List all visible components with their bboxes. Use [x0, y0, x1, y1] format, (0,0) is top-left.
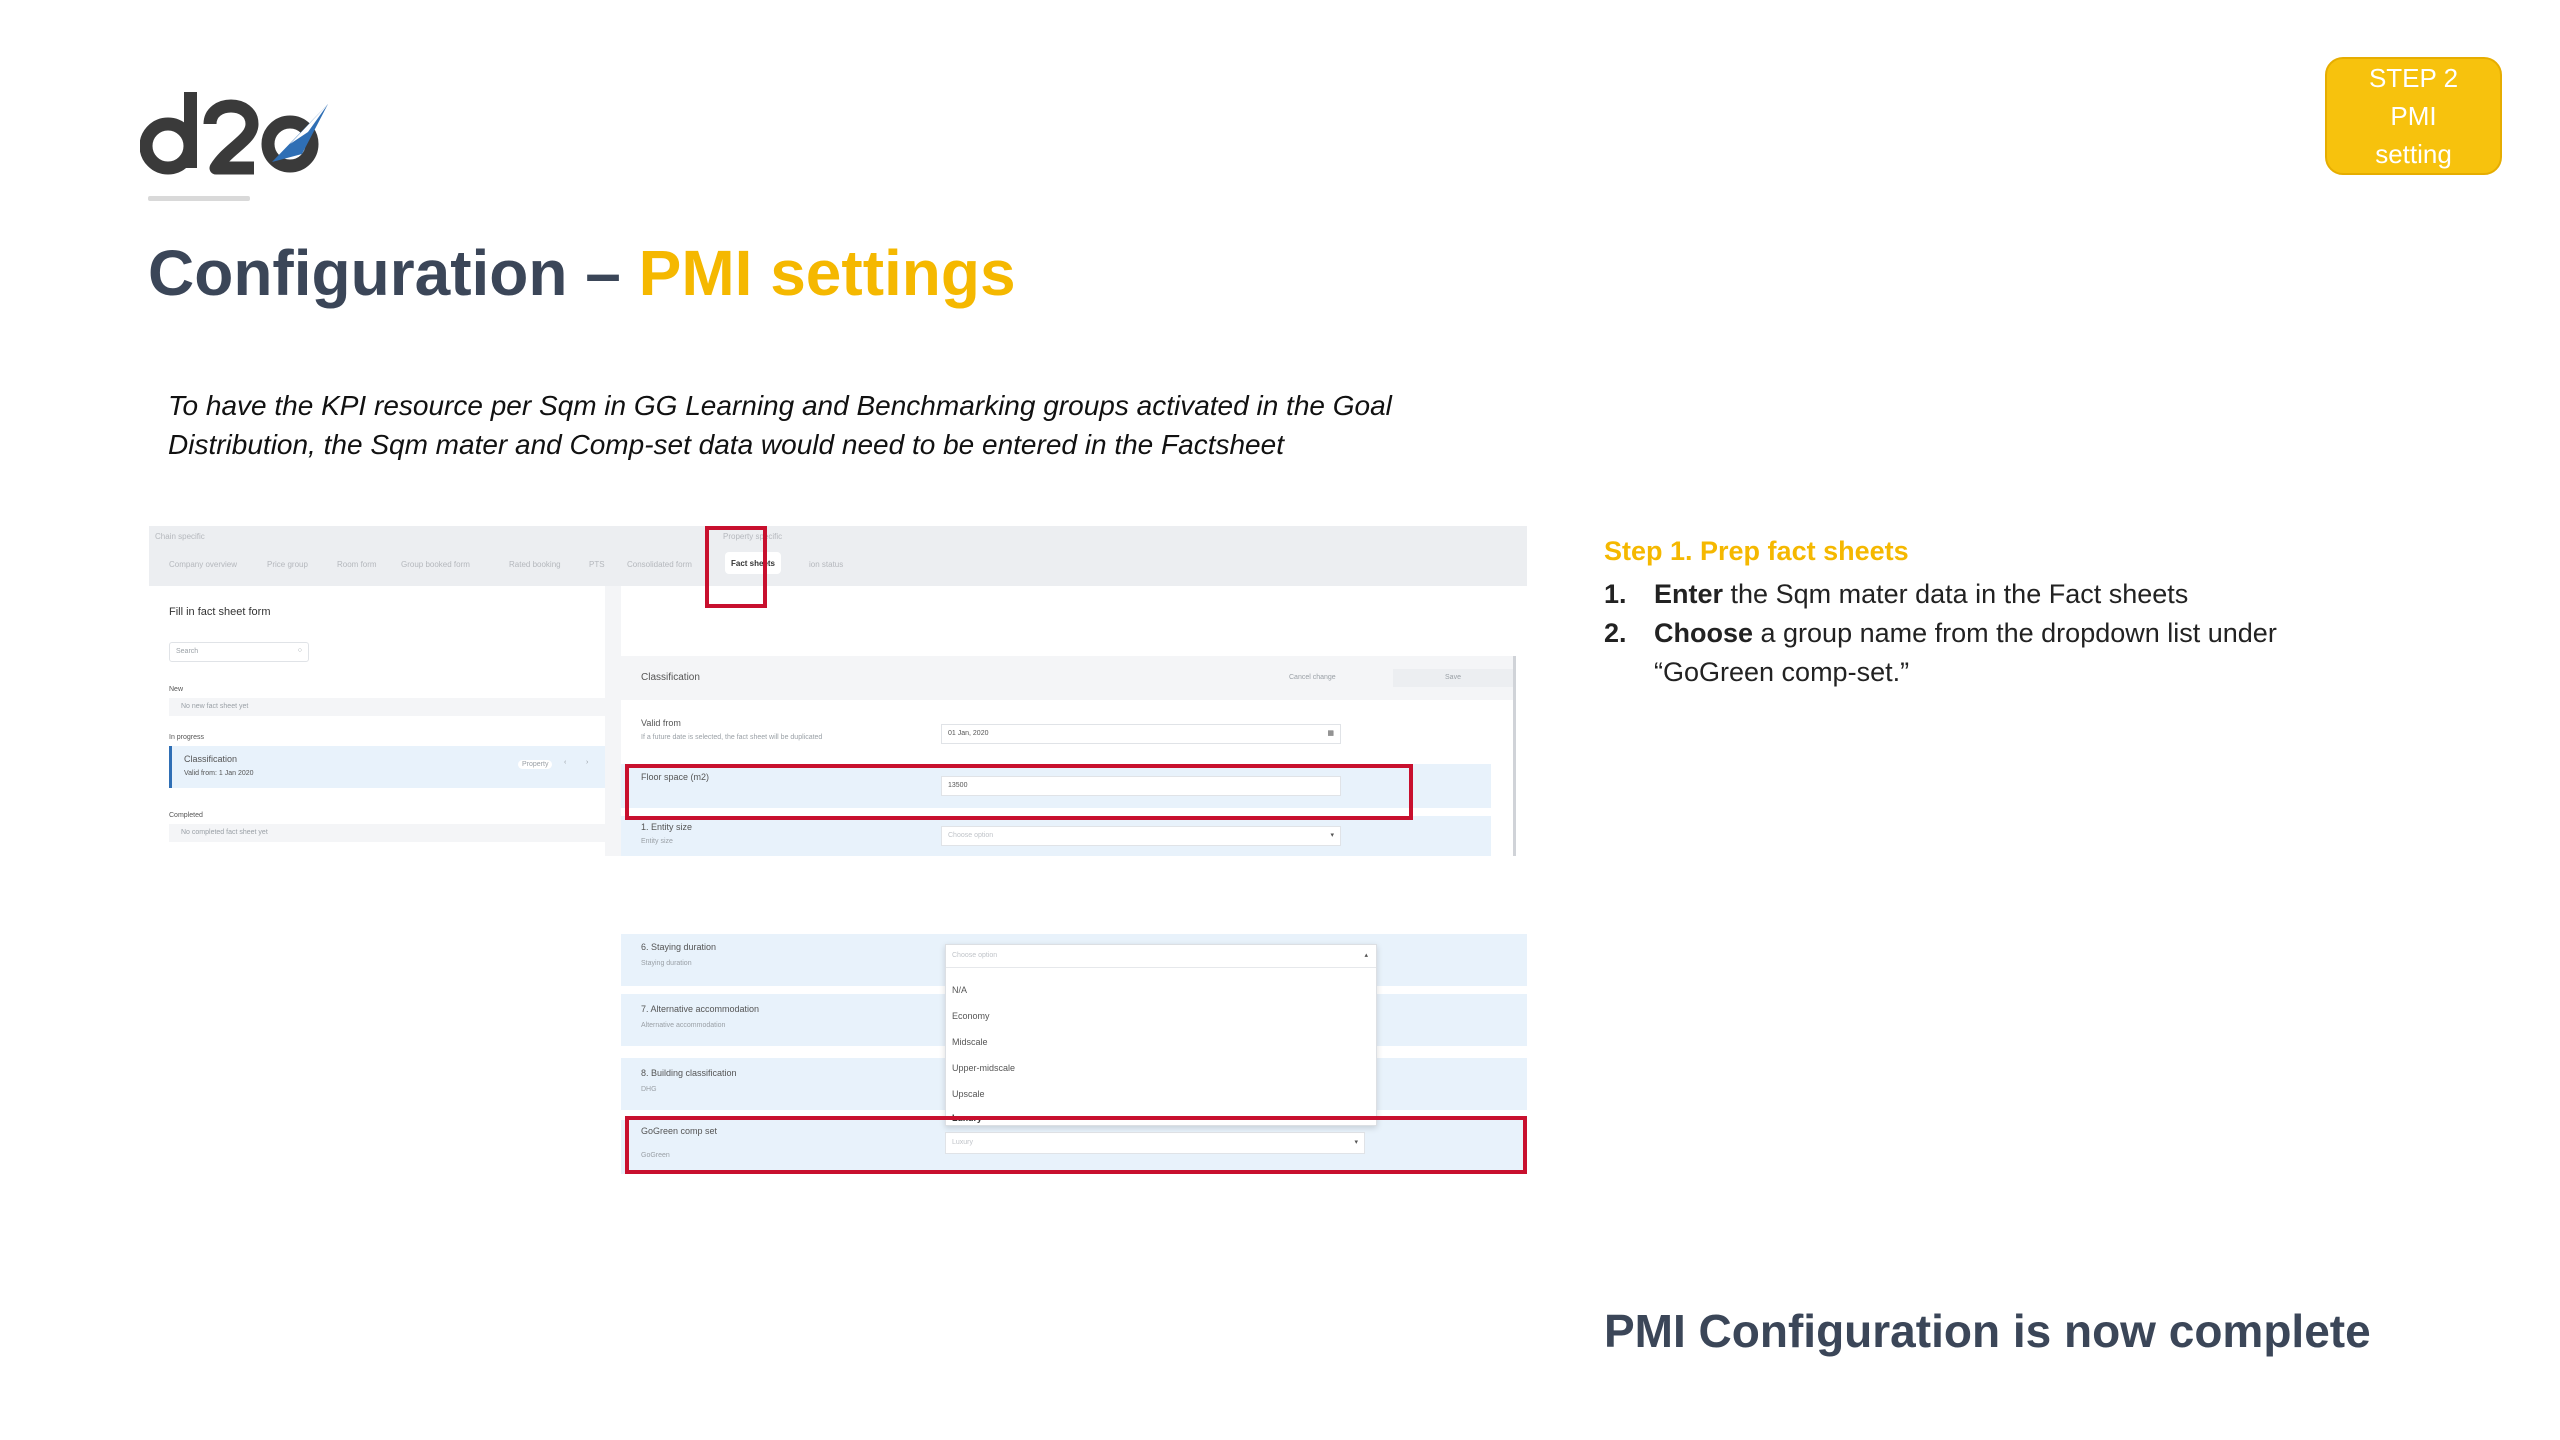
tabs-header-left: Chain specific — [155, 532, 205, 541]
chevron-down-icon: ▾ — [1330, 832, 1334, 839]
step-list — [1604, 575, 2404, 692]
panel-gap — [605, 586, 621, 856]
classification-form — [621, 656, 1516, 856]
valid-from-hint: If a future date is selected, the fact sheet will be duplicated — [641, 734, 823, 741]
tab-group-booked-form[interactable]: Group booked form — [401, 560, 470, 569]
left-panel — [155, 586, 605, 856]
entity-size-label: 1. Entity size — [641, 822, 693, 832]
search-input[interactable] — [169, 642, 309, 662]
new-empty-text: No new fact sheet yet — [181, 703, 249, 710]
entity-size-row — [621, 816, 1491, 856]
building-classification-label: 8. Building classification — [641, 1068, 737, 1078]
step-badge-line3: setting — [2375, 139, 2452, 169]
alt-accommodation-hint: Alternative accommodation — [641, 1022, 726, 1029]
search-placeholder: Search — [176, 648, 199, 655]
completed-empty-row — [169, 824, 605, 842]
d2o-logo — [140, 82, 330, 182]
app-screenshot — [149, 526, 1527, 1182]
step-badge-line2: PMI — [2390, 101, 2437, 131]
dropdown-option[interactable]: Upscale — [952, 1089, 985, 1099]
inprogress-item-sub: Valid from: 1 Jan 2020 — [184, 770, 254, 777]
property-badge: Property — [518, 760, 552, 769]
floor-space-label: Floor space (m2) — [641, 772, 710, 782]
inprogress-item-title: Classification — [184, 754, 238, 764]
valid-from-label: Valid from — [641, 718, 681, 728]
entity-size-select[interactable] — [941, 826, 1341, 846]
gogreen-value: Luxury — [952, 1139, 974, 1146]
entity-size-hint: Entity size — [641, 838, 673, 845]
completed-label: Completed — [169, 812, 203, 819]
staying-duration-label: 6. Staying duration — [641, 942, 717, 952]
chevron-right-icon[interactable]: › — [586, 759, 589, 766]
page-title-accent: PMI settings — [638, 237, 1016, 309]
staying-duration-hint: Staying duration — [641, 960, 692, 967]
form-header — [621, 656, 1513, 700]
staying-duration-dropdown[interactable] — [945, 944, 1377, 1126]
highlight-gogreen — [625, 1116, 1527, 1174]
chevron-left-icon[interactable]: ‹ — [564, 759, 567, 766]
valid-from-input[interactable] — [941, 724, 1341, 744]
page-title — [148, 236, 1016, 310]
gogreen-label: GoGreen comp set — [641, 1126, 718, 1136]
alt-accommodation-label: 7. Alternative accommodation — [641, 1004, 760, 1014]
step-heading: Step 1. Prep fact sheets — [1604, 536, 1909, 566]
form-header-title: Classification — [641, 672, 700, 683]
highlight-floor-space — [625, 764, 1413, 820]
valid-from-row — [621, 712, 1491, 758]
chevron-down-icon: ▾ — [1354, 1139, 1358, 1146]
step-number: 1. — [1604, 579, 1627, 609]
step-item — [1604, 614, 2404, 692]
intro-line-1: To have the KPI resource per Sqm in GG Learning and Benchmarking groups activated in the Goal — [168, 390, 1392, 421]
new-label: New — [169, 686, 184, 693]
left-panel-title: Fill in fact sheet form — [169, 606, 271, 618]
step-number: 2. — [1604, 618, 1627, 648]
page-title-main: Configuration – — [148, 237, 639, 309]
step-badge — [2325, 57, 2502, 175]
step-verb: Enter — [1654, 579, 1724, 609]
inprogress-item[interactable] — [169, 746, 608, 788]
save-button[interactable]: Save — [1393, 669, 1513, 687]
step-item — [1604, 575, 2404, 614]
tab-room-form[interactable]: Room form — [337, 560, 377, 569]
staying-duration-placeholder: Choose option — [952, 952, 998, 959]
cancel-change-button[interactable]: Cancel change — [1289, 674, 1336, 681]
intro-text — [168, 386, 1468, 464]
tab-price-group[interactable]: Price group — [267, 560, 308, 569]
tab-consolidated-form[interactable]: Consolidated form — [627, 560, 692, 569]
new-empty-row — [169, 698, 605, 716]
step-text-cont: “GoGreen comp-set.” — [1654, 657, 1910, 687]
tab-pts[interactable]: PTS — [589, 560, 605, 569]
dropdown-option[interactable]: N/A — [952, 985, 968, 995]
tab-company-overview[interactable]: Company overview — [169, 560, 238, 569]
tabs-header-right: Property specific — [723, 532, 783, 541]
step-badge-line1: STEP 2 — [2368, 63, 2459, 93]
valid-from-value: 01 Jan, 2020 — [948, 730, 989, 737]
dropdown-select-field[interactable] — [946, 945, 1376, 968]
tab-rated-booking[interactable]: Rated booking — [509, 560, 561, 569]
completion-message: PMI Configuration is now complete — [1604, 1305, 2371, 1357]
entity-size-placeholder: Choose option — [948, 832, 994, 839]
step-verb: Choose — [1654, 618, 1754, 648]
building-classification-hint: DHG — [641, 1086, 657, 1093]
gogreen-hint: GoGreen — [641, 1152, 670, 1159]
chevron-up-icon: ▴ — [1364, 952, 1368, 959]
tab-fact-sheets[interactable]: Fact sheets — [725, 552, 781, 574]
step-text: the Sqm mater data in the Fact sheets — [1723, 579, 2189, 609]
dropdown-option[interactable]: Midscale — [952, 1037, 988, 1047]
search-icon: ○ — [297, 647, 302, 654]
highlight-fact-sheets-tab — [705, 526, 767, 608]
dropdown-option[interactable]: Upper-midscale — [952, 1063, 1016, 1073]
tab-bar — [149, 526, 1527, 586]
tab-ion-status[interactable]: ion status — [809, 560, 844, 569]
logo-underline — [148, 196, 250, 201]
dropdown-option[interactable]: Economy — [952, 1011, 990, 1021]
step-text: a group name from the dropdown list under — [1753, 618, 2277, 648]
intro-line-2: Distribution, the Sqm mater and Comp-set data would need to be entered in the Factsheet — [168, 429, 1284, 460]
dropdown-option[interactable]: Luxury — [952, 1113, 983, 1123]
inprogress-label: In progress — [169, 734, 205, 741]
completed-empty-text: No completed fact sheet yet — [181, 829, 268, 836]
calendar-icon[interactable]: ▦ — [1327, 730, 1334, 737]
floor-space-value: 13500 — [948, 782, 968, 789]
